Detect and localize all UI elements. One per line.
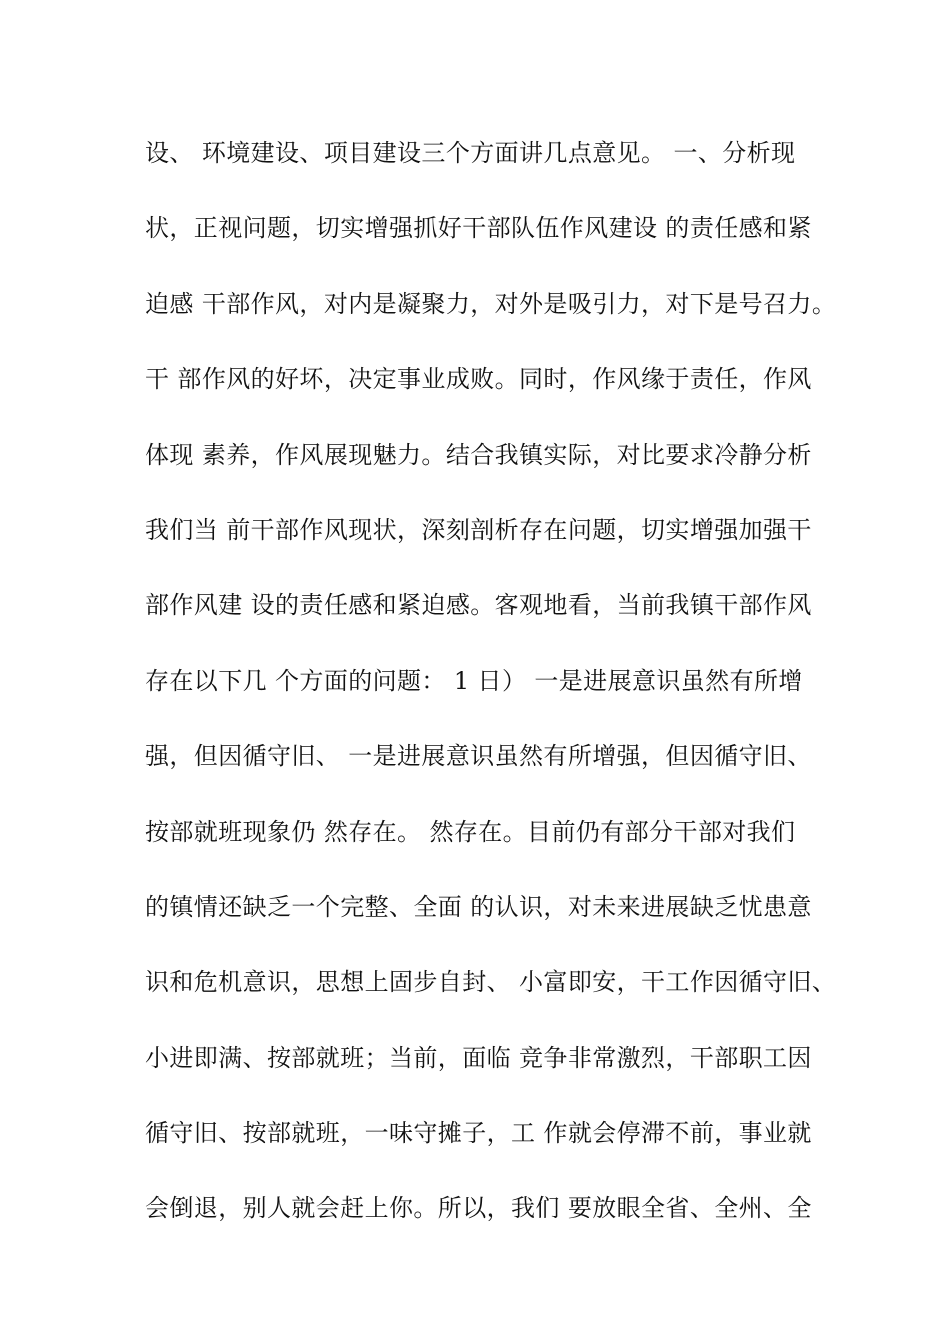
text-line: 识和危机意识，思想上固步自封、 小富即安，干工作因循守旧、 bbox=[145, 968, 837, 997]
text-line: 部作风建 设的责任感和紧迫感。客观地看，当前我镇干部作风 bbox=[145, 591, 812, 620]
text-line: 体现 素养，作风展现魅力。结合我镇实际，对比要求冷静分析 bbox=[145, 440, 812, 469]
text-line: 小进即满、按部就班；当前，面临 竞争非常激烈，干部职工因 bbox=[145, 1043, 812, 1072]
document-body bbox=[145, 131, 837, 1262]
text-line: 状，正视问题，切实增强抓好干部队伍作风建设 的责任感和紧 bbox=[145, 214, 812, 243]
text-line: 干 部作风的好坏，决定事业成败。同时，作风缘于责任，作风 bbox=[145, 365, 812, 394]
text-line: 会倒退，别人就会赶上你。所以，我们 要放眼全省、全州、全 bbox=[145, 1194, 812, 1223]
text-line: 的镇情还缺乏一个完整、全面 的认识，对未来进展缺乏忧患意 bbox=[145, 892, 812, 921]
text-line: 强，但因循守旧、 一是进展意识虽然有所增强，但因循守旧、 bbox=[145, 742, 812, 771]
text-line: 循守旧、按部就班，一味守摊子，工 作就会停滞不前，事业就 bbox=[145, 1119, 812, 1148]
text-line: 按部就班现象仍 然存在。 然存在。目前仍有部分干部对我们 bbox=[145, 817, 796, 846]
text-line: 迫感 干部作风，对内是凝聚力，对外是吸引力，对下是号召力。 bbox=[145, 289, 837, 318]
text-line: 存在以下几 个方面的问题： 1 日） 一是进展意识虽然有所增 bbox=[145, 666, 803, 695]
text-line: 我们当 前干部作风现状，深刻剖析存在问题，切实增强加强干 bbox=[145, 515, 812, 544]
text-line: 设、 环境建设、项目建设三个方面讲几点意见。 一、分析现 bbox=[145, 139, 796, 167]
